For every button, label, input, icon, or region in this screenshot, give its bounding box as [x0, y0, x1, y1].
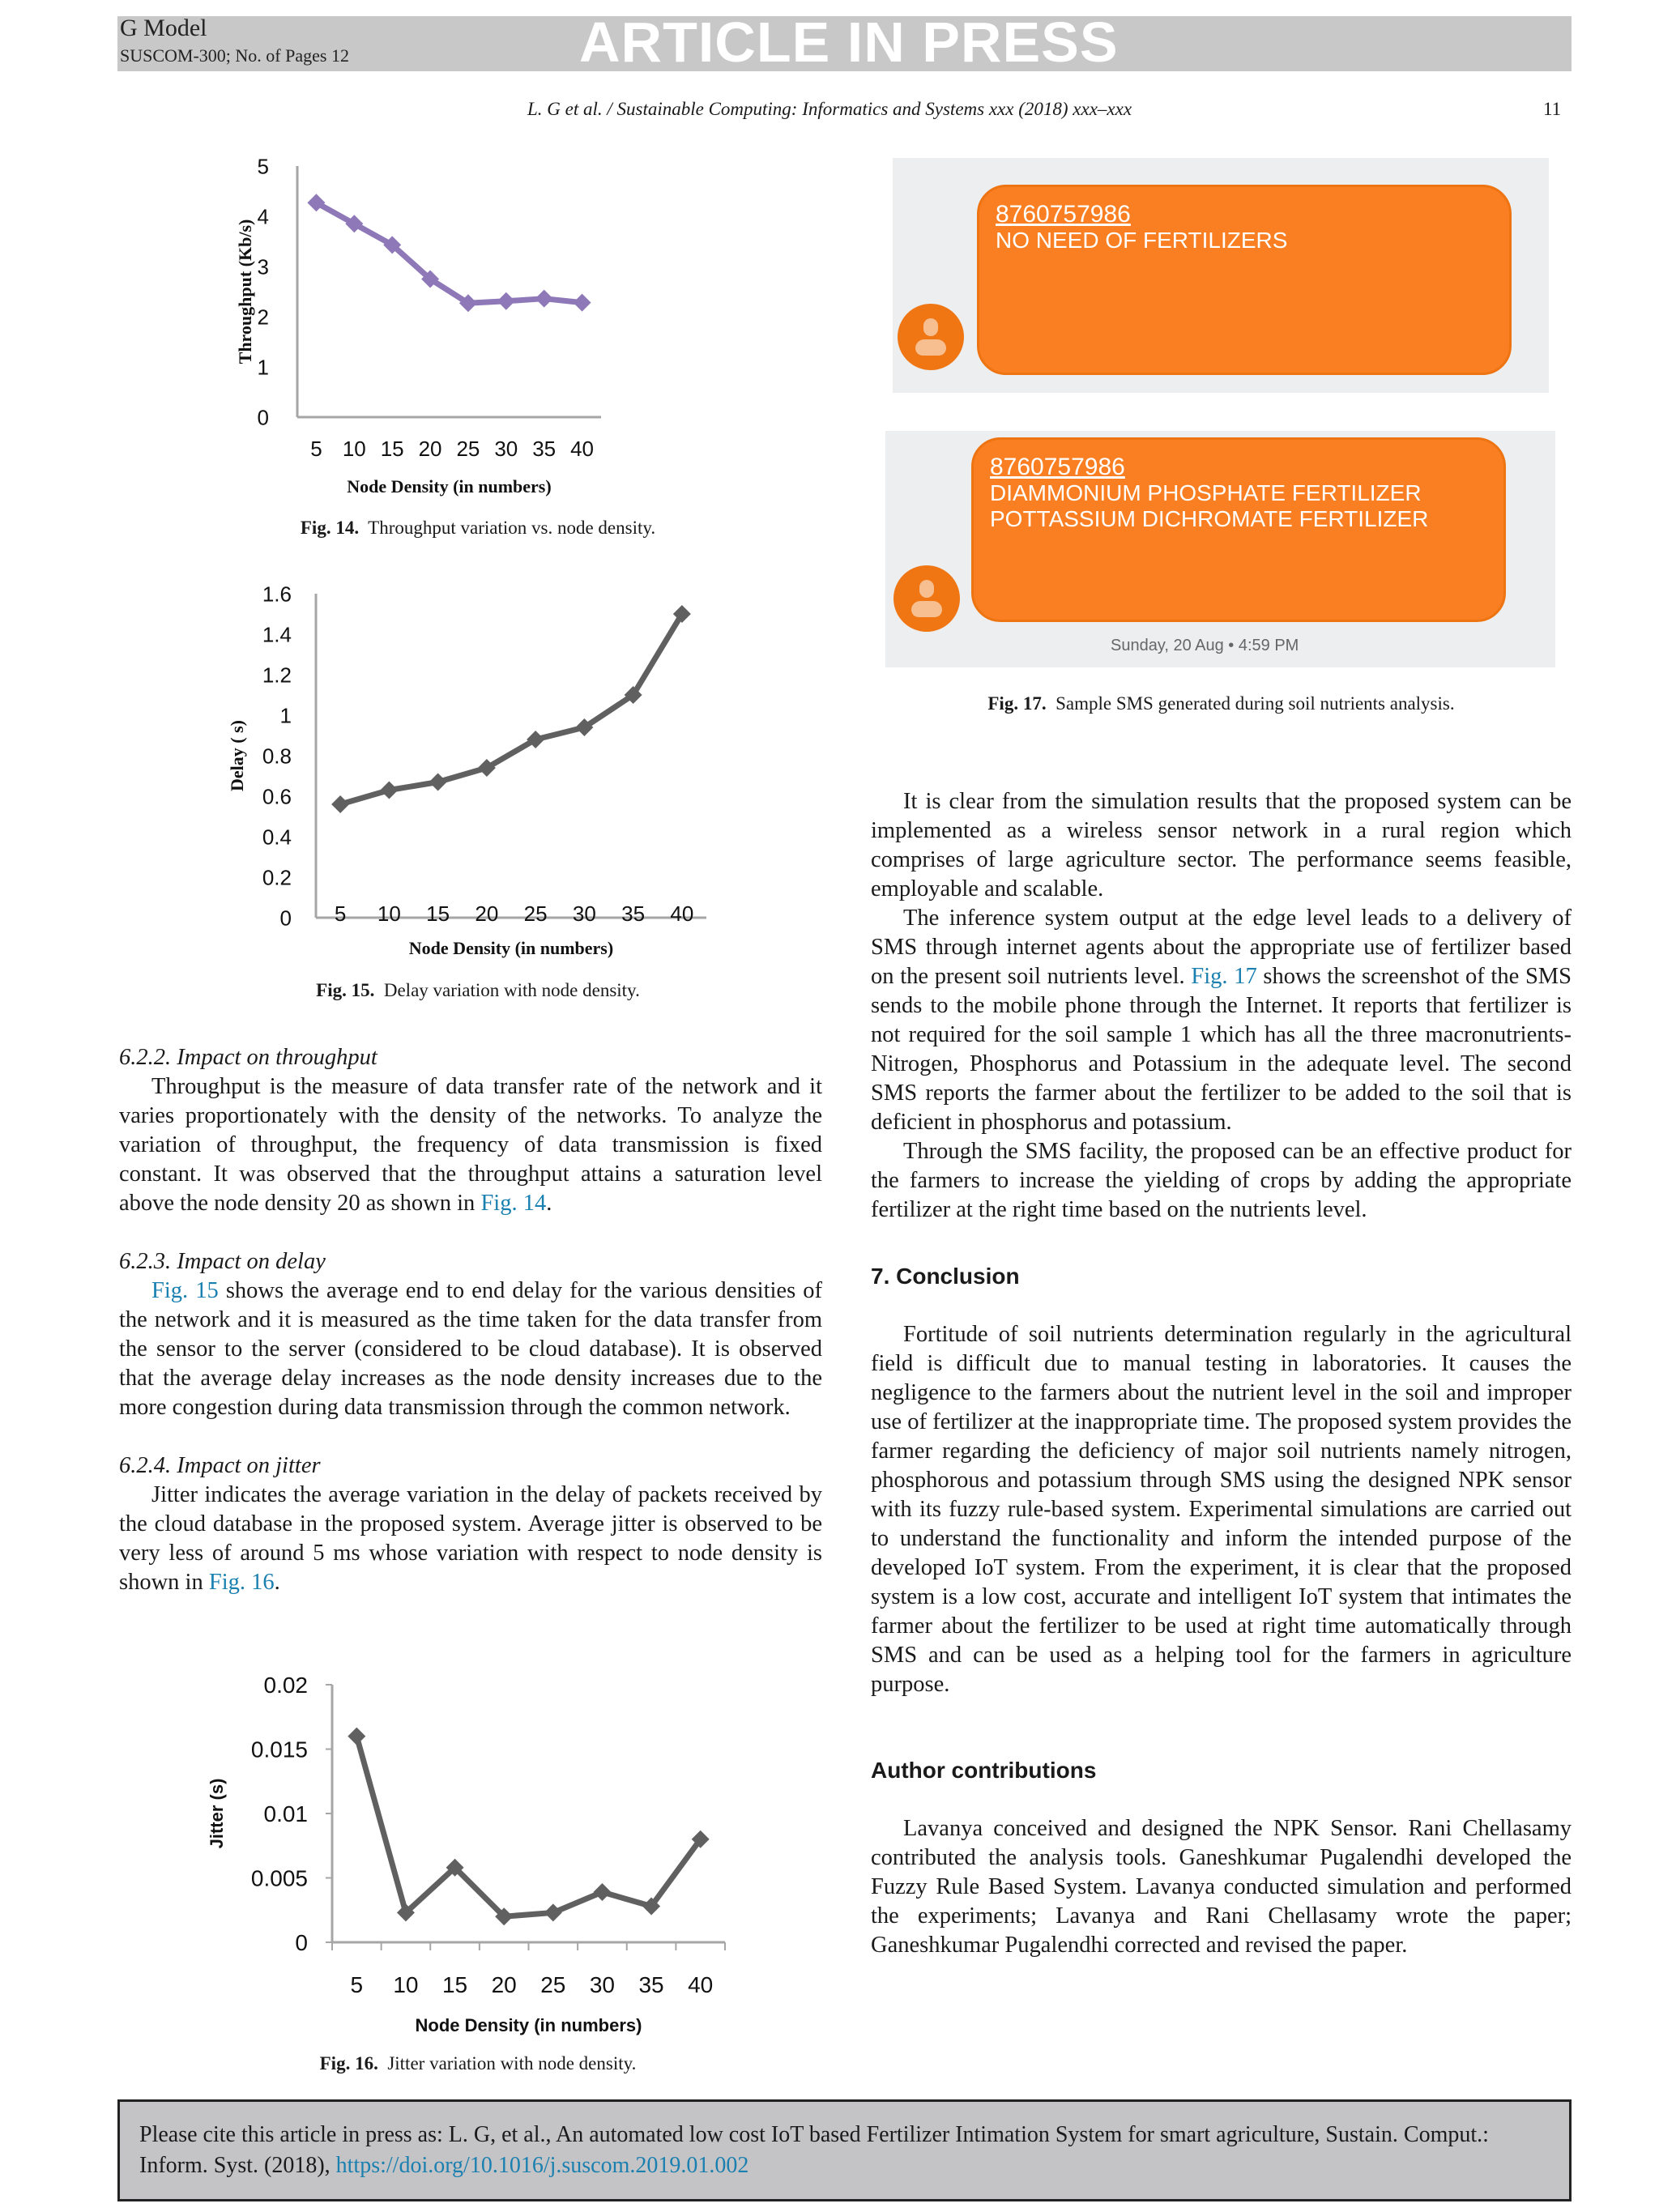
paragraph-inference: The inference system output at the edge level leads to a delivery of SMS through internet agents about the appropriate use of fertilizer based on the present soil nutrients level. Fig. 17 shows the screenshot of the SMS sends to the mobile phone through the Internet. It reports that fertilizer is not required for the soil sample 1 which has all the three macronutrients- Nitrogen, Phosphorus and Potassium in the adequate level. The second SMS reports the farmer about the fertilizer to be added to the soil that is deficient in phosphorus and potassium. — [871, 906, 1572, 1135]
conclusion-heading: 7. Conclusion — [871, 1264, 1020, 1289]
chart-fig15 — [219, 567, 721, 964]
y-tick-label: 0.2 — [262, 865, 292, 890]
x-tick-label: 15 — [426, 901, 450, 926]
paragraph-author-contributions: Lavanya conceived and designed the NPK Sensor. Rani Chellasamy contributed the analysis tools. Ganeshkumar Pugalendhi developed the Fuzzy Rule Based System. Lavanya conducted simulation and performed the experiments; Lavanya and Rani Chellasamy wrote the paper; Ganeshkumar Pugalendhi corrected and revised the paper. — [871, 1816, 1572, 1958]
paragraph-jitter: Jitter indicates the average variation in the delay of packets received by the cloud database in the proposed system. Average jitter is observed to be very less of around 5 ms whose variation with respect to node density is shown in Fig. 16. — [119, 1482, 822, 1595]
data-point-marker — [331, 795, 349, 813]
data-point-marker — [429, 774, 447, 791]
x-tick-label: 5 — [310, 437, 322, 461]
fig15-caption: Fig. 15. Delay variation with node density. — [316, 980, 640, 1000]
y-tick-label: 0.01 — [263, 1801, 308, 1827]
x-tick-label: 20 — [475, 901, 499, 926]
sms-bubble-1 — [977, 185, 1512, 375]
x-axis-label: Node Density (in numbers) — [408, 938, 614, 958]
x-tick-label: 20 — [418, 437, 442, 461]
y-tick-label: 1 — [257, 355, 269, 380]
paragraph-throughput: Throughput is the measure of data transfer rate of the network and it varies proportionately with the density of the networks. To analyze the variation of throughput, the frequency of data transmission is fixed constant. It was observed that the throughput attains a saturation level above the node density 20 as shown in Fig. 14. — [119, 1074, 822, 1216]
y-tick-label: 0 — [295, 1930, 308, 1956]
sms-sender: 8760757986 — [996, 201, 1131, 228]
y-tick-label: 0 — [257, 405, 269, 430]
x-tick-label: 40 — [688, 1972, 714, 1997]
doi-link[interactable]: https://doi.org/10.1016/j.suscom.2019.01.002 — [335, 2153, 749, 2178]
x-tick-label: 5 — [334, 901, 347, 926]
data-point-marker — [544, 1903, 562, 1921]
fig15-link[interactable]: Fig. 15 — [151, 1278, 219, 1303]
y-tick-label: 0.005 — [250, 1865, 308, 1891]
author-contributions-heading: Author contributions — [871, 1758, 1097, 1783]
x-axis-label: Node Density (in numbers) — [347, 476, 552, 497]
data-point-marker — [380, 782, 398, 799]
x-tick-label: 35 — [621, 901, 646, 926]
sms-bubble-2 — [971, 437, 1506, 622]
x-tick-label: 25 — [456, 437, 480, 461]
x-tick-label: 30 — [572, 901, 596, 926]
left-column-text — [119, 1043, 822, 1597]
paragraph-delay: Fig. 15 shows the average end to end delay for the various densities of the network and it is measured as the time taken for the data transfer from the sensor to the server (considered to be cloud database). It is observed that the average delay increases as the node density increases due to the more congestion during data transmission through the common network. — [119, 1278, 822, 1420]
contact-avatar-icon — [898, 304, 964, 370]
x-tick-label: 35 — [532, 437, 557, 461]
x-tick-label: 25 — [540, 1972, 566, 1997]
chart-fig16 — [194, 1660, 745, 2049]
y-axis-label: Jitter (s) — [207, 1778, 227, 1849]
g-model-label: G Model — [120, 15, 207, 41]
paragraph-conclusion: Fortitude of soil nutrients determination regularly in the agricultural field is difficult due to manual testing in laboratories. It causes the negligence to the farmers about the nutrient level in the soil and improper use of fertilizer at the inappropriate time. The proposed system provides the farmer regarding the deficiency of major soil nutrients namely nitrogen, phosphorous and potassium through SMS using the designed NPK sensor with its fuzzy rule-based system. Experimental simulations are carried out to understand the functionality and inform the intended purpose of the developed IoT system. From the experiment, it is clear that the proposed system is a low cost, accurate and intelligent IoT system that intimates the farmer about the fertilizer to be used at right time automatically through SMS and can be used as a helping tool for the farmers in agriculture purpose. — [871, 1322, 1572, 1697]
banner-title: ARTICLE IN PRESS — [579, 11, 1119, 74]
section-heading-6-2-3: 6.2.3. Impact on delay — [119, 1249, 326, 1274]
fig17-link[interactable]: Fig. 17 — [1191, 964, 1257, 989]
x-tick-label: 35 — [638, 1972, 664, 1997]
fig17-caption: Fig. 17. Sample SMS generated during soil nutrients analysis. — [987, 693, 1455, 714]
y-tick-label: 2 — [257, 305, 269, 330]
fig14-caption: Fig. 14. Throughput variation vs. node density. — [300, 518, 656, 538]
sms-line: DIAMMONIUM PHOSPHATE FERTILIZER — [990, 480, 1422, 505]
x-tick-label: 5 — [350, 1972, 364, 1997]
data-point-marker — [574, 294, 591, 312]
contact-avatar-icon — [893, 565, 960, 632]
x-tick-label: 25 — [523, 901, 548, 926]
x-tick-label: 15 — [441, 1972, 468, 1997]
x-tick-label: 30 — [589, 1972, 616, 1997]
x-tick-label: 40 — [570, 437, 595, 461]
data-point-marker — [497, 292, 515, 310]
y-axis-label: Delay ( s) — [227, 720, 247, 791]
x-tick-label: 10 — [377, 901, 401, 926]
right-column-text — [871, 787, 1572, 1960]
fig14-link[interactable]: Fig. 14 — [480, 1191, 547, 1216]
sms-line: POTTASSIUM DICHROMATE FERTILIZER — [990, 506, 1429, 531]
data-point-marker — [348, 1728, 365, 1745]
data-point-marker — [535, 290, 553, 308]
fig16-link[interactable]: Fig. 16 — [208, 1570, 275, 1595]
y-tick-label: 3 — [257, 254, 269, 279]
y-tick-label: 4 — [257, 204, 269, 229]
y-tick-label: 0.015 — [250, 1737, 308, 1762]
fig16-caption: Fig. 16. Jitter variation with node density. — [319, 2053, 637, 2073]
sms-screenshot-1 — [893, 158, 1549, 393]
x-tick-label: 10 — [393, 1972, 419, 1997]
y-tick-label: 1.2 — [262, 663, 292, 688]
x-tick-label: 15 — [380, 437, 404, 461]
chart-fig14 — [219, 146, 721, 502]
y-tick-label: 0.4 — [262, 825, 292, 850]
y-tick-label: 0.8 — [262, 744, 292, 769]
x-axis-label: Node Density (in numbers) — [415, 2015, 642, 2035]
y-tick-label: 0 — [279, 906, 292, 931]
sms-timestamp: Sunday, 20 Aug • 4:59 PM — [1111, 637, 1299, 654]
y-axis-label: Throughput (Kb/s) — [235, 219, 255, 364]
y-tick-label: 1.6 — [262, 582, 292, 607]
y-tick-label: 1 — [279, 703, 292, 728]
y-tick-label: 1.4 — [262, 622, 292, 647]
section-heading-6-2-4: 6.2.4. Impact on jitter — [119, 1453, 321, 1478]
y-tick-label: 0.02 — [263, 1673, 308, 1698]
sms-line: NO NEED OF FERTILIZERS — [996, 228, 1288, 253]
paragraph-simulation: It is clear from the simulation results that the proposed system can be implemented as a wireless sensor network in a rural region which comprises of large agriculture sector. The performance seems feasible, employable and scalable. — [871, 789, 1572, 901]
sms-screenshot-2 — [885, 431, 1555, 667]
paragraph-sms-facility: Through the SMS facility, the proposed can be an effective product for the farmers to increase the yielding of crops by adding the appropriate fertilizer at the right time based on the nutrients level. — [871, 1139, 1572, 1222]
x-tick-label: 10 — [342, 437, 366, 461]
data-point-marker — [593, 1883, 611, 1901]
y-tick-label: 5 — [257, 154, 269, 179]
running-head: L. G et al. / Sustainable Computing: Informatics and Systems xxx (2018) xxx–xxx — [527, 99, 1132, 119]
sms-sender: 8760757986 — [990, 454, 1125, 480]
section-heading-6-2-2: 6.2.2. Impact on throughput — [119, 1045, 377, 1070]
page-number: 11 — [1543, 99, 1562, 119]
citation-box: Please cite this article in press as: L. G, et al., An automated low cost IoT based Fertilizer Intimation System for smart agriculture, Sustain. Comput.: Inform. Syst. (2018), https://doi.org/10.1016/j.suscom.2019.01.002 — [117, 2099, 1572, 2201]
y-tick-label: 0.6 — [262, 784, 292, 809]
x-tick-label: 30 — [494, 437, 518, 461]
x-tick-label: 40 — [670, 901, 694, 926]
manuscript-id: SUSCOM-300; No. of Pages 12 — [120, 45, 349, 66]
x-tick-label: 20 — [491, 1972, 517, 1997]
